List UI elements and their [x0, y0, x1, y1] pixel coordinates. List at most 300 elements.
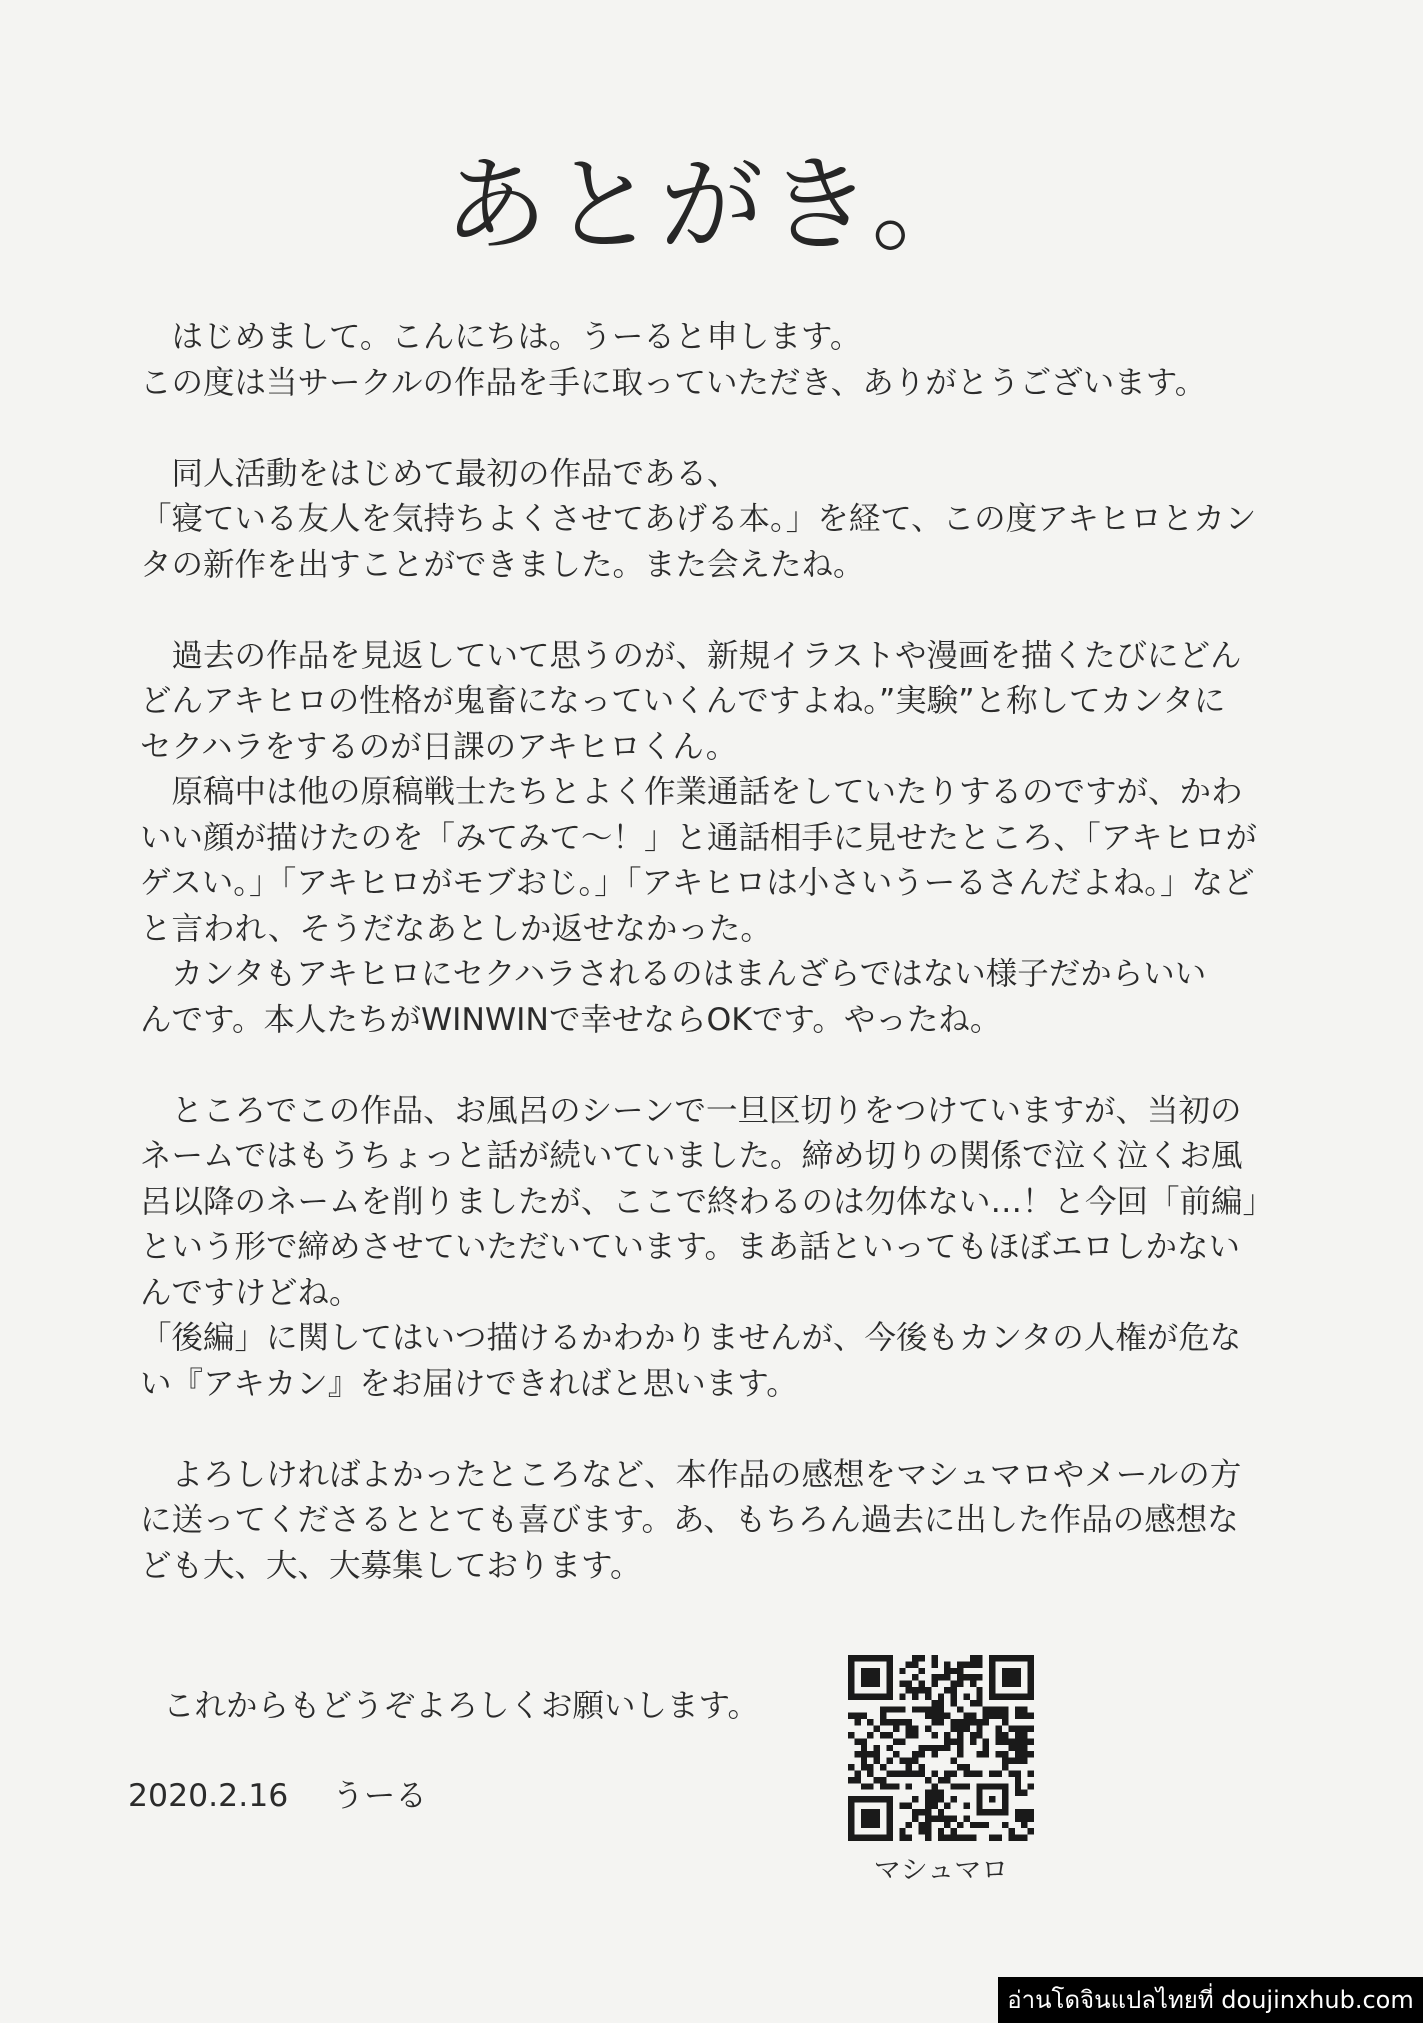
qr-module: [1015, 1726, 1021, 1732]
page-title: あとがき。: [443, 144, 980, 266]
qr-module: [976, 1770, 982, 1776]
qr-module: [983, 1822, 989, 1828]
qr-module: [963, 1835, 969, 1841]
qr-module: [970, 1835, 976, 1841]
qr-module: [944, 1745, 950, 1751]
qr-module: [983, 1751, 989, 1757]
qr-module: [1021, 1758, 1027, 1764]
qr-module: [976, 1719, 982, 1725]
qr-module: [957, 1751, 963, 1757]
qr-module: [938, 1706, 944, 1712]
qr-module: [925, 1822, 931, 1828]
qr-module: [957, 1726, 963, 1732]
qr-module: [880, 1719, 886, 1725]
qr-module: [874, 1777, 880, 1783]
text-line: 「寝ている友人を気持ちよくさせてあげる本。」を経て、この度アキヒロとカン: [140, 501, 1257, 537]
qr-module: [861, 1738, 867, 1744]
qr-module: [951, 1738, 957, 1744]
qr-module: [886, 1745, 892, 1751]
text-line: と言われ、そうだなあとしか返せなかった。: [140, 910, 772, 947]
qr-module: [970, 1681, 976, 1687]
qr-module: [976, 1693, 982, 1699]
text-line: んですけどね。: [140, 1274, 361, 1311]
qr-module: [1021, 1726, 1027, 1732]
qr-module: [1028, 1828, 1034, 1834]
qr-module: [938, 1815, 944, 1821]
qr-module: [912, 1796, 918, 1802]
qr-module: [996, 1738, 1002, 1744]
text-line: カンタもアキヒロにセクハラされるのはまんざらではない様子だからいい: [140, 956, 1207, 992]
qr-module: [912, 1693, 918, 1699]
qr-module: [925, 1713, 931, 1719]
qr-module: [874, 1726, 880, 1732]
text-line: セクハラをするのが日課のアキヒロくん。: [140, 728, 738, 765]
qr-module: [1015, 1770, 1021, 1776]
qr-module: [899, 1668, 905, 1674]
text-line: という形で締めさせていただいています。まあ話といってもほぼエロしかない: [140, 1229, 1240, 1265]
qr-module: [951, 1668, 957, 1674]
signature-author: うーる: [332, 1778, 427, 1814]
qr-module: [983, 1713, 989, 1719]
qr-module: [951, 1770, 957, 1776]
text-line: タの新作を出すことができました。また会えたね。: [140, 546, 865, 583]
qr-module: [976, 1700, 982, 1706]
qr-module: [893, 1770, 899, 1776]
qr-module: [1021, 1745, 1027, 1751]
qr-module: [906, 1687, 912, 1693]
qr-module: [848, 1732, 854, 1738]
afterword-body: [140, 315, 1275, 1589]
qr-module: [919, 1751, 925, 1757]
qr-module: [944, 1815, 950, 1821]
qr-module: [963, 1803, 969, 1809]
qr-module: [1028, 1726, 1034, 1732]
qr-module: [951, 1693, 957, 1699]
text-line: 同人活動をはじめて最初の作品である、: [140, 455, 739, 492]
qr-module: [957, 1732, 963, 1738]
qr-module: [989, 1706, 995, 1712]
qr-module: [925, 1809, 931, 1815]
qr-module: [1028, 1713, 1034, 1719]
qr-module: [874, 1751, 880, 1757]
qr-module: [861, 1751, 867, 1757]
qr-module: [963, 1764, 969, 1770]
qr-module: [976, 1751, 982, 1757]
qr-module: [957, 1783, 963, 1789]
qr-module: [1021, 1835, 1027, 1841]
qr-module: [1021, 1732, 1027, 1738]
qr-module: [893, 1726, 899, 1732]
qr-module: [938, 1777, 944, 1783]
qr-module: [996, 1770, 1002, 1776]
qr-module: [1021, 1809, 1027, 1815]
qr-module: [925, 1796, 931, 1802]
qr-module: [1002, 1738, 1008, 1744]
qr-module: [912, 1687, 918, 1693]
qr-module: [1008, 1726, 1014, 1732]
qr-module: [906, 1719, 912, 1725]
text-line: 原稿中は他の原稿戦士たちとよく作業通話をしていたりするのですが、かわ: [140, 774, 1243, 810]
qr-module: [861, 1745, 867, 1751]
qr-caption: マシュマロ: [873, 1855, 1009, 1886]
qr-module: [925, 1790, 931, 1796]
qr-module: [951, 1783, 957, 1789]
qr-module: [957, 1764, 963, 1770]
qr-module: [931, 1783, 937, 1789]
qr-module: [996, 1713, 1002, 1719]
qr-module: [996, 1732, 1002, 1738]
qr-module: [963, 1719, 969, 1725]
qr-module: [880, 1764, 886, 1770]
qr-module: [854, 1751, 860, 1757]
qr-module: [944, 1770, 950, 1776]
qr-module: [931, 1700, 937, 1706]
qr-module: [1015, 1732, 1021, 1738]
text-line: ところでこの作品、お風呂のシーンで一旦区切りをつけていますが、当初の: [140, 1092, 1242, 1129]
qr-module: [925, 1828, 931, 1834]
qr-module: [957, 1745, 963, 1751]
qr-module: [919, 1706, 925, 1712]
text-line: い『アキカン』をお届けできればと思います。: [140, 1365, 798, 1402]
qr-module: [1021, 1822, 1027, 1828]
qr-module: [989, 1835, 995, 1841]
qr-module: [951, 1700, 957, 1706]
qr-module: [970, 1738, 976, 1744]
qr-module: [906, 1732, 912, 1738]
qr-module: [970, 1700, 976, 1706]
text-line: ども大、大、大募集しております。: [140, 1547, 642, 1584]
qr-module: [867, 1764, 873, 1770]
qr-module: [970, 1661, 976, 1667]
qr-module: [957, 1822, 963, 1828]
qr-module: [919, 1668, 925, 1674]
qr-module: [938, 1693, 944, 1699]
qr-module: [899, 1828, 905, 1834]
qr-module: [1002, 1732, 1008, 1738]
qr-module: [886, 1770, 892, 1776]
qr-module: [912, 1706, 918, 1712]
qr-module: [1028, 1738, 1034, 1744]
qr-module: [996, 1835, 1002, 1841]
qr-module: [944, 1803, 950, 1809]
signature: [128, 1774, 427, 1819]
qr-module: [1008, 1758, 1014, 1764]
qr-module: [1002, 1822, 1008, 1828]
qr-module: [1021, 1751, 1027, 1757]
qr-module: [906, 1803, 912, 1809]
text-line: どんアキヒロの性格が鬼畜になっていくんですよね。”実験”と称してカンタに: [140, 683, 1226, 719]
qr-module: [931, 1796, 937, 1802]
qr-module: [912, 1661, 918, 1667]
paragraph-feedback: [140, 1453, 1270, 1590]
qr-module: [976, 1732, 982, 1738]
qr-module: [925, 1777, 931, 1783]
qr-module: [1021, 1790, 1027, 1796]
qr-module: [1008, 1835, 1014, 1841]
qr-module: [931, 1770, 937, 1776]
qr-module: [912, 1726, 918, 1732]
qr-module: [983, 1738, 989, 1744]
qr-module: [996, 1751, 1002, 1757]
qr-module: [899, 1758, 905, 1764]
qr-module: [925, 1803, 931, 1809]
qr-module: [886, 1719, 892, 1725]
qr-module: [963, 1815, 969, 1821]
paragraph-story: [140, 1089, 1275, 1408]
qr-module: [1028, 1751, 1034, 1757]
qr-module: [886, 1732, 892, 1738]
qr-module: [963, 1770, 969, 1776]
paragraph-characters: [140, 634, 1270, 1044]
qr-module: [1008, 1770, 1014, 1776]
qr-module: [1028, 1770, 1034, 1776]
qr-module: [867, 1783, 873, 1789]
qr-module: [951, 1719, 957, 1725]
qr-module: [906, 1681, 912, 1687]
qr-module: [1002, 1764, 1008, 1770]
qr-module: [963, 1661, 969, 1667]
qr-module: [1015, 1738, 1021, 1744]
qr-module: [919, 1745, 925, 1751]
qr-module: [996, 1726, 1002, 1732]
qr-module: [1015, 1745, 1021, 1751]
qr-module: [944, 1668, 950, 1674]
qr-module: [944, 1738, 950, 1744]
qr-module: [976, 1674, 982, 1680]
qr-module: [925, 1706, 931, 1712]
qr-module: [1015, 1809, 1021, 1815]
qr-module: [919, 1655, 925, 1661]
qr-module: [957, 1681, 963, 1687]
qr-module: [970, 1674, 976, 1680]
qr-module: [989, 1770, 995, 1776]
text-line: ネームではもうちょっと話が続いていました。締め切りの関係で泣く泣くお風: [140, 1138, 1243, 1174]
text-line: ゲスい。」「アキヒロがモブおじ。」「アキヒロは小さいうーるさんだよね。」など: [140, 865, 1255, 901]
qr-module: [1021, 1706, 1027, 1712]
qr-module: [899, 1738, 905, 1744]
qr-module: [983, 1719, 989, 1725]
qr-module: [944, 1687, 950, 1693]
qr-module: [938, 1745, 944, 1751]
qr-module: [970, 1770, 976, 1776]
qr-module: [880, 1732, 886, 1738]
qr-module: [944, 1732, 950, 1738]
qr-module: [1015, 1777, 1021, 1783]
qr-module: [931, 1790, 937, 1796]
qr-module: [951, 1681, 957, 1687]
qr-module: [938, 1828, 944, 1834]
qr-module: [931, 1745, 937, 1751]
qr-module: [1021, 1815, 1027, 1821]
qr-module: [970, 1655, 976, 1661]
qr-module: [931, 1751, 937, 1757]
qr-module: [970, 1822, 976, 1828]
text-line: この度は当サークルの作品を手に取っていただき、ありがとうございます。: [140, 364, 1207, 401]
qr-module: [931, 1815, 937, 1821]
qr-module: [906, 1726, 912, 1732]
qr-module: [957, 1661, 963, 1667]
qr-module: [951, 1687, 957, 1693]
qr-module: [1002, 1706, 1008, 1712]
text-line: よろしければよかったところなど、本作品の感想をマシュマロやメールの方: [140, 1456, 1242, 1493]
qr-module: [912, 1655, 918, 1661]
qr-module: [957, 1738, 963, 1744]
paragraph-first-work: [140, 452, 1270, 589]
qr-module: [867, 1719, 873, 1725]
qr-module: [919, 1822, 925, 1828]
qr-module: [1015, 1758, 1021, 1764]
paragraph-greeting: [140, 315, 1270, 406]
qr-module: [854, 1738, 860, 1744]
qr-module: [1015, 1815, 1021, 1821]
qr-module: [861, 1764, 867, 1770]
qr-module: [1002, 1751, 1008, 1757]
qr-module: [1028, 1815, 1034, 1821]
text-line: に送ってくださるととても喜びます。あ、もちろん過去に出した作品の感想な: [140, 1502, 1239, 1538]
qr-module: [906, 1783, 912, 1789]
qr-module: [854, 1719, 860, 1725]
qr-module: [912, 1770, 918, 1776]
qr-module: [957, 1706, 963, 1712]
qr-module: [963, 1693, 969, 1699]
qr-module: [944, 1835, 950, 1841]
qr-module: [1021, 1713, 1027, 1719]
qr-module: [944, 1661, 950, 1667]
text-line: 過去の作品を見返していて思うのが、新規イラストや漫画を描くたびにどん: [140, 637, 1242, 674]
qr-module: [899, 1693, 905, 1699]
qr-module: [976, 1661, 982, 1667]
qr-module: [899, 1681, 905, 1687]
qr-module: [899, 1770, 905, 1776]
qr-module: [944, 1674, 950, 1680]
qr-module: [867, 1732, 873, 1738]
qr-module: [944, 1777, 950, 1783]
qr-module: [893, 1738, 899, 1744]
qr-module: [886, 1783, 892, 1789]
qr-module: [931, 1719, 937, 1725]
qr-module: [906, 1770, 912, 1776]
watermark-banner: อ่านโดจินแปลไทยที่ doujinxhub.com: [998, 1977, 1423, 2023]
qr-module: [1008, 1738, 1014, 1744]
qr-module: [931, 1681, 937, 1687]
qr-module: [996, 1706, 1002, 1712]
qr-module: [854, 1777, 860, 1783]
signature-date: 2020.2.16: [128, 1778, 289, 1814]
qr-module: [893, 1719, 899, 1725]
qr-module: [1002, 1758, 1008, 1764]
text-line: んです。本人たちがWINWINで幸せならOKです。やったね。: [140, 1001, 1002, 1038]
qr-module: [912, 1732, 918, 1738]
qr-module: [886, 1758, 892, 1764]
qr-module: [912, 1809, 918, 1815]
qr-module: [874, 1745, 880, 1751]
qr-module: [919, 1770, 925, 1776]
qr-module: [893, 1751, 899, 1757]
qr-module: [867, 1751, 873, 1757]
qr-module: [951, 1835, 957, 1841]
qr-module: [931, 1803, 937, 1809]
qr-module: [1002, 1719, 1008, 1725]
qr-module: [899, 1719, 905, 1725]
qr-module: [976, 1655, 982, 1661]
qr-module: [951, 1796, 957, 1802]
qr-module: [983, 1745, 989, 1751]
qr-module: [1008, 1745, 1014, 1751]
qr-module: [925, 1687, 931, 1693]
qr-module: [854, 1770, 860, 1776]
qr-module: [931, 1706, 937, 1712]
qr-module: [931, 1713, 937, 1719]
qr-module: [938, 1713, 944, 1719]
qr-module: [880, 1777, 886, 1783]
closing-line: これからもどうぞよろしくお願いします。: [163, 1688, 759, 1724]
qr-module: [931, 1674, 937, 1680]
qr-module: [912, 1815, 918, 1821]
qr-module: [938, 1700, 944, 1706]
text-line: 「後編」に関してはいつ描けるかわかりませんが、今後もカンタの人権が危な: [140, 1320, 1242, 1356]
qr-module: [912, 1751, 918, 1757]
qr-module: [1015, 1713, 1021, 1719]
qr-module: [1028, 1809, 1034, 1815]
qr-module: [854, 1713, 860, 1719]
qr-module: [867, 1770, 873, 1776]
qr-module: [848, 1764, 854, 1770]
qr-module: [912, 1674, 918, 1680]
qr-module: [906, 1661, 912, 1667]
qr-module: [899, 1706, 905, 1712]
qr-module: [919, 1681, 925, 1687]
qr-module: [938, 1796, 944, 1802]
qr-module: [906, 1764, 912, 1770]
qr-module: [893, 1783, 899, 1789]
qr-module: [983, 1706, 989, 1712]
qr-module: [951, 1758, 957, 1764]
qr-module: [989, 1713, 995, 1719]
qr-module: [886, 1706, 892, 1712]
qr-module: [899, 1803, 905, 1809]
qr-module: [925, 1815, 931, 1821]
qr-module: [963, 1713, 969, 1719]
qr-module: [874, 1758, 880, 1764]
qr-module: [925, 1835, 931, 1841]
qr-module: [951, 1828, 957, 1834]
text-line: はじめまして。こんにちは。うーると申します。: [140, 319, 862, 355]
qr-module: [861, 1758, 867, 1764]
qr-module: [931, 1661, 937, 1667]
qr-module: [976, 1726, 982, 1732]
qr-module: [931, 1655, 937, 1661]
qr-module: [880, 1706, 886, 1712]
qr-module: [944, 1713, 950, 1719]
qr-module: [906, 1758, 912, 1764]
qr-module: [970, 1719, 976, 1725]
qr-module: [951, 1726, 957, 1732]
qr-module: [919, 1764, 925, 1770]
qr-module: [906, 1822, 912, 1828]
qr-module: [938, 1790, 944, 1796]
qr-module: [1015, 1706, 1021, 1712]
qr-module: [912, 1758, 918, 1764]
qr-code-icon[interactable]: [848, 1655, 1034, 1841]
qr-module: [944, 1822, 950, 1828]
qr-module: [1028, 1783, 1034, 1789]
qr-module: [899, 1835, 905, 1841]
qr-module: [976, 1687, 982, 1693]
qr-module: [957, 1674, 963, 1680]
qr-module: [1015, 1783, 1021, 1789]
qr-module: [919, 1687, 925, 1693]
qr-module: [919, 1828, 925, 1834]
